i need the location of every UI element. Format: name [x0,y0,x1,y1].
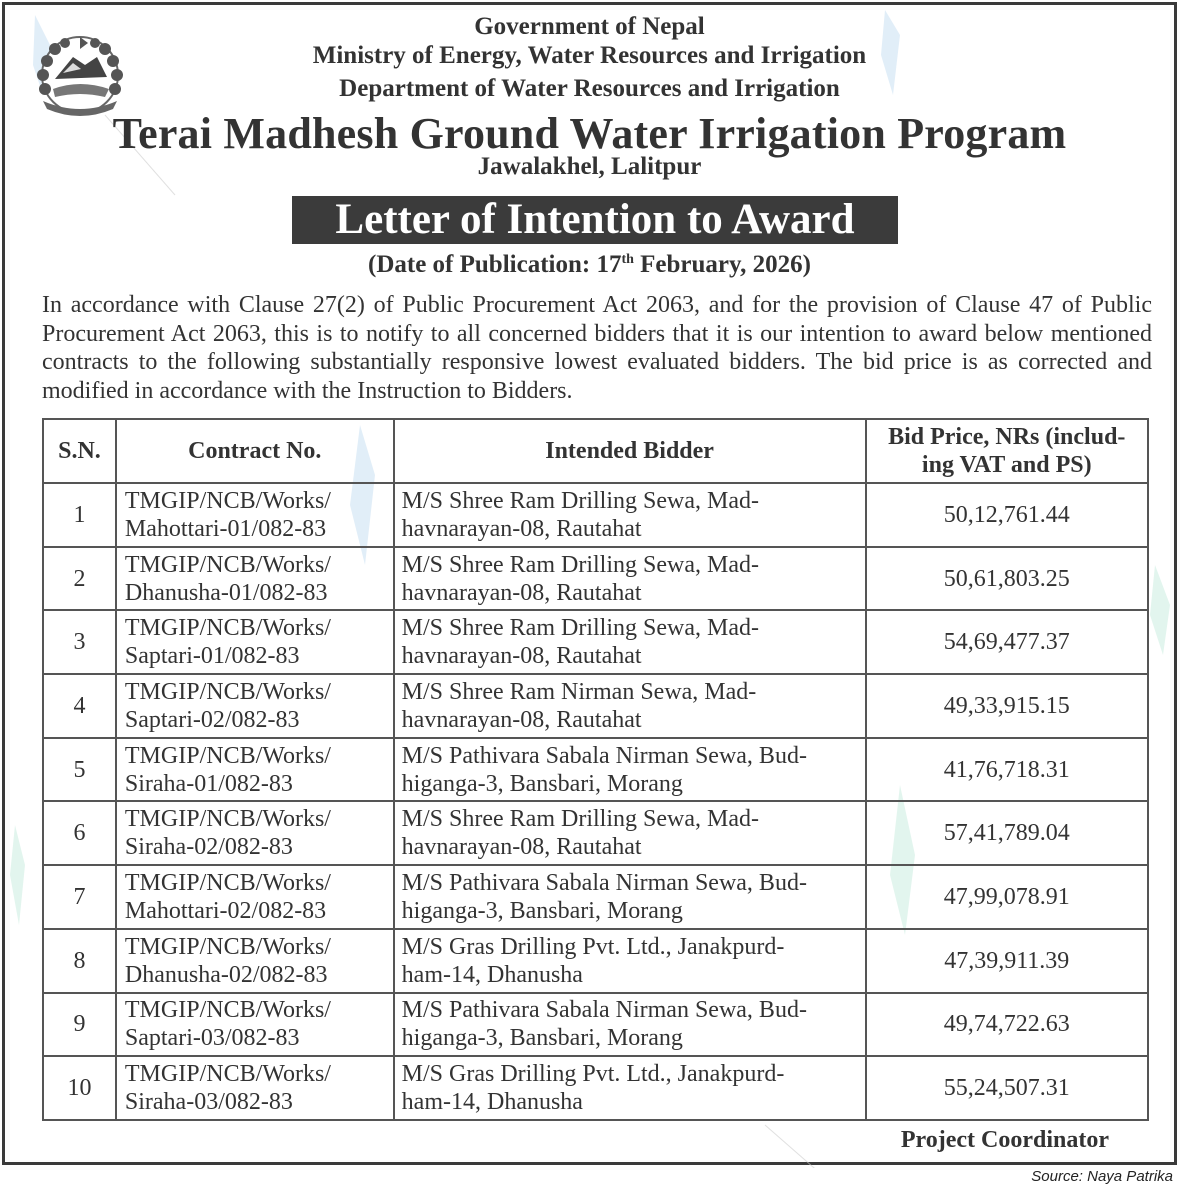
bidder-line1: M/S Shree Ram Drilling Sewa, Mad- [401,615,759,642]
contract-line2: Dhanusha-01/082-83 [124,579,328,606]
header-bidder: Intended Bidder [394,419,866,483]
cell-contract [116,993,394,1057]
bidder-line2: higanga-3, Bansbari, Morang [401,897,683,924]
program-title: Terai Madhesh Ground Water Irrigation Program [112,109,1067,158]
ministry-title: Ministry of Energy, Water Resources and Irrigation [312,42,867,69]
bidder-line1: M/S Shree Ram Drilling Sewa, Mad- [401,806,759,833]
header-price-line1: Bid Price, NRs (includ- [888,424,1126,450]
cell-price: 55,24,507.31 [866,1056,1149,1120]
cell-price: 54,69,477.37 [866,610,1149,674]
table-row [43,1056,1148,1120]
bidder-line2: higanga-3, Bansbari, Morang [401,770,683,797]
bidder-line1: M/S Gras Drilling Pvt. Ltd., Janakpurd- [401,1061,785,1088]
cell-sn: 2 [43,547,116,611]
bidder-line1: M/S Pathivara Sabala Nirman Sewa, Bud- [401,869,807,896]
contract-line2: Saptari-02/082-83 [124,706,300,733]
bidder-line2: havnarayan-08, Rautahat [401,834,642,861]
table-row [43,738,1148,802]
contract-line1: TMGIP/NCB/Works/ [124,551,331,578]
pub-date-rest: February, 2026) [633,251,811,278]
cell-bidder [394,738,866,802]
program-location: Jawalakhel, Lalitpur [477,153,702,180]
bidder-line2: havnarayan-08, Rautahat [401,579,642,606]
cell-contract [116,929,394,993]
awards-table [42,418,1149,1121]
cell-sn: 8 [43,929,116,993]
bidder-line2: ham-14, Dhanusha [401,1089,583,1116]
cell-bidder [394,929,866,993]
cell-price: 41,76,718.31 [866,738,1149,802]
cell-contract [116,483,394,547]
table-row [43,929,1148,993]
notice-title: Letter of Intention to Award [335,196,855,243]
government-title: Government of Nepal [474,13,705,40]
table-row [43,483,1148,547]
contract-line1: TMGIP/NCB/Works/ [124,615,331,642]
bidder-line1: M/S Shree Ram Drilling Sewa, Mad- [401,551,759,578]
cell-bidder [394,547,866,611]
bidder-line1: M/S Shree Ram Nirman Sewa, Mad- [401,678,757,705]
contract-line1: TMGIP/NCB/Works/ [124,1061,331,1088]
cell-sn: 10 [43,1056,116,1120]
cell-bidder [394,865,866,929]
contract-line1: TMGIP/NCB/Works/ [124,487,331,514]
header-contract: Contract No. [116,419,394,483]
contract-line1: TMGIP/NCB/Works/ [124,933,331,960]
bidder-line2: ham-14, Dhanusha [401,961,583,988]
cell-price: 49,74,722.63 [866,993,1149,1057]
cell-contract [116,738,394,802]
contract-line2: Saptari-01/082-83 [124,643,300,670]
bidder-line2: havnarayan-08, Rautahat [401,706,642,733]
signatory: Project Coordinator [900,1127,1109,1153]
contract-line1: TMGIP/NCB/Works/ [124,678,331,705]
cell-price: 50,61,803.25 [866,547,1149,611]
cell-sn: 9 [43,993,116,1057]
bidder-line1: M/S Gras Drilling Pvt. Ltd., Janakpurd- [401,933,785,960]
contract-line2: Saptari-03/082-83 [124,1025,300,1052]
cell-sn: 3 [43,610,116,674]
cell-sn: 1 [43,483,116,547]
cell-contract [116,674,394,738]
contract-line2: Dhanusha-02/082-83 [124,961,328,988]
bidder-line2: havnarayan-08, Rautahat [401,643,642,670]
contract-line2: Siraha-03/082-83 [124,1089,293,1116]
contract-line2: Siraha-01/082-83 [124,770,293,797]
department-title: Department of Water Resources and Irrigation [339,75,840,102]
contract-line2: Mahottari-02/082-83 [124,897,327,924]
cell-price: 47,99,078.91 [866,865,1149,929]
bidder-line2: havnarayan-08, Rautahat [401,515,642,542]
contract-line1: TMGIP/NCB/Works/ [124,997,331,1024]
table-row [43,610,1148,674]
contract-line2: Mahottari-01/082-83 [124,515,327,542]
table-row [43,993,1148,1057]
cell-bidder [394,483,866,547]
cell-contract [116,547,394,611]
cell-bidder [394,674,866,738]
header-price-line2: ing VAT and PS) [921,452,1092,478]
cell-price: 50,12,761.44 [866,483,1149,547]
cell-bidder [394,1056,866,1120]
bidder-line1: M/S Shree Ram Drilling Sewa, Mad- [401,487,759,514]
notice-title-banner [292,196,898,244]
table-row [43,547,1148,611]
cell-price: 57,41,789.04 [866,801,1149,865]
notice-frame [2,2,1177,1165]
bidder-line1: M/S Pathivara Sabala Nirman Sewa, Bud- [401,742,807,769]
contract-line2: Siraha-02/082-83 [124,834,293,861]
cell-bidder [394,993,866,1057]
table-row [43,801,1148,865]
table-row [43,674,1148,738]
cell-contract [116,801,394,865]
pub-date-suffix-sup: th [621,252,634,267]
header-price [866,419,1149,483]
cell-sn: 4 [43,674,116,738]
cell-price: 47,39,911.39 [866,929,1149,993]
cell-contract [116,1056,394,1120]
notice-body: In accordance with Clause 27(2) of Public Procurement Act 2063, and for the provision of Clause 47 of Public Procurement Act 2063, this is to notify to all concerned bidders that it is our intention to award below mentioned contracts to the following substantially responsive lowest evaluated bidders. The bid price is as corrected and modified in accordance with the Instruction to Bidders. [42,292,1152,404]
cell-bidder [394,801,866,865]
contract-line1: TMGIP/NCB/Works/ [124,742,331,769]
contract-line1: TMGIP/NCB/Works/ [124,806,331,833]
cell-bidder [394,610,866,674]
cell-contract [116,865,394,929]
table-row [43,865,1148,929]
cell-sn: 7 [43,865,116,929]
table-header-row [43,419,1148,483]
cell-sn: 5 [43,738,116,802]
pub-date-prefix: (Date of Publication: 17 [368,251,622,278]
contract-line1: TMGIP/NCB/Works/ [124,869,331,896]
cell-price: 49,33,915.15 [866,674,1149,738]
cell-sn: 6 [43,801,116,865]
source-credit: Source: Naya Patrika [1031,1168,1173,1185]
header-sn: S.N. [43,419,116,483]
bidder-line1: M/S Pathivara Sabala Nirman Sewa, Bud- [401,997,807,1024]
bidder-line2: higanga-3, Bansbari, Morang [401,1025,683,1052]
cell-contract [116,610,394,674]
publication-date [5,251,1174,279]
